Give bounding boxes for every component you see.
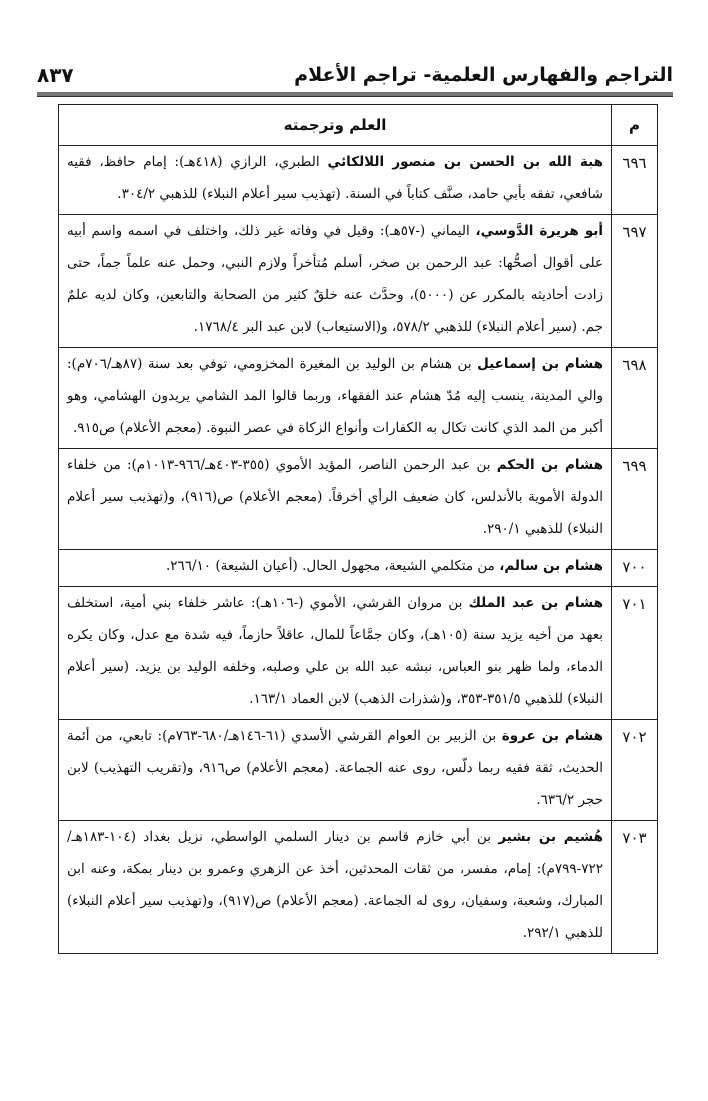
biographies-table <box>58 104 658 954</box>
header-name: العلم وترجمته <box>59 105 612 146</box>
table-row <box>59 348 658 449</box>
entry-text: بن أبي خازم قاسم بن دينار السلمي الواسطي، نزيل بغداد (١٠٤-١٨٣هـ/٧٢٢-٧٩٩م): إمام، مفسر، من ثقات المحدثين، أخذ عن الزهري وعمرو بن دينار بمكة، وعنه ابن المبارك، وشعبة، وسفيان، روى له الجماعة. (معجم الأعلام) ص(٩١٧)، و(تهذيب سير أعلام النبلاء) للذهبي ٢٩٢/١. <box>67 829 604 941</box>
entry-biography <box>59 348 612 449</box>
entry-biography <box>59 215 612 348</box>
entry-biography <box>59 720 612 821</box>
table-row <box>59 146 658 215</box>
entry-biography <box>59 550 612 587</box>
entry-name: هُشيم بن بشير <box>498 829 603 845</box>
entry-name: هشام بن عبد الملك <box>468 595 603 611</box>
entry-number: ٧٠١ <box>612 587 658 720</box>
page-number: ٨٣٧ <box>37 63 74 87</box>
entry-name: هبة الله بن الحسن بن منصور اللالكائي <box>327 154 603 170</box>
table-row <box>59 215 658 348</box>
table-row <box>59 449 658 550</box>
entry-text: اليماني (-٥٧هـ): وقيل في وفاته غير ذلك، واختلف في اسمه واسم أبيه على أقوال أصحُّها: عبد الرحمن بن صخر، أسلم مُتأخراً ولازم النبي، وحمل عنه علماً جماً، حتى زادت أحاديثه بالمكرر عن (٥٠٠٠)، وحدَّث عنه خلقٌ كثير من الصحابة والتابعين، وكان لديه علمٌ جم. (سير أعلام النبلاء) للذهبي ٥٧٨/٢، و(الاستيعاب) لابن عبد البر ١٧٦٨/٤. <box>67 223 603 335</box>
entry-number: ٦٩٧ <box>612 215 658 348</box>
entry-biography <box>59 449 612 550</box>
entry-name: أبو هريرة الدَّوسي، <box>475 223 603 239</box>
running-title: التراجم والفهارس العلمية- تراجم الأعلام <box>294 64 673 86</box>
table-row <box>59 720 658 821</box>
header-number: م <box>612 105 658 146</box>
entry-biography <box>59 821 612 954</box>
entry-name: هشام بن سالم، <box>499 558 603 574</box>
page-header <box>37 58 673 92</box>
entry-name: هشام بن الحكم <box>496 457 604 473</box>
entry-text: بن الزبير بن العوام القرشي الأسدي (٦١-١٤٦هـ/٦٨٠-٧٦٣م): تابعي، من أئمة الحديث، ثقة فقيه ربما دلّس، روى عنه الجماعة. (معجم الأعلام) ص٩١٦، و(تقريب التهذيب) لابن حجر ٦٣٦/٢. <box>67 728 603 808</box>
entry-text: من متكلمي الشيعة، مجهول الحال. (أعيان الشيعة) ٢٦٦/١٠. <box>165 558 495 574</box>
entry-text: بن مروان القرشي، الأموي (-١٠٦هـ): عاشر خلفاء بني أمية، استخلف بعهد من أخيه يزيد سنة (١٠٥هـ)، وكان جمَّاعاً للمال، عاقلاً حازماً، فيه شدة مع عدل، وكان يكره الدماء، ولما ظهر بنو العباس، نبشه عبد الله بن علي وصلبه، وخلفه الوليد بن يزيد. (سير أعلام النبلاء) للذهبي ٣٥١/٥-٣٥٣، و(شذرات الذهب) لابن العماد ١٦٣/١. <box>67 595 603 707</box>
header-rule <box>37 92 673 97</box>
table-header-row <box>59 105 658 146</box>
entry-number: ٧٠٠ <box>612 550 658 587</box>
entry-number: ٧٠٣ <box>612 821 658 954</box>
entry-name: هشام بن عروة <box>501 728 603 744</box>
entry-biography <box>59 146 612 215</box>
entry-number: ٦٩٨ <box>612 348 658 449</box>
entry-number: ٦٩٩ <box>612 449 658 550</box>
entry-name: هشام بن إسماعيل <box>477 356 603 372</box>
entry-text: الطبري، الرازي (٤١٨هـ): إمام حافظ، فقيه شافعي، تفقه بأبي حامد، صنَّف كتاباً في السنة. (تهذيب سير أعلام النبلاء) للذهبي ٣٠٤/٢. <box>67 154 603 202</box>
table-body <box>59 146 658 954</box>
entry-text: بن عبد الرحمن الناصر، المؤيد الأموي (٣٥٥-٤٠٣هـ/٩٦٦-١٠١٣م): من خلفاء الدولة الأموية بالأندلس، كان ضعيف الرأي أخرقاً. (معجم الأعلام) ص(٩١٦)، و(تهذيب سير أعلام النبلاء) للذهبي ٢٩٠/١. <box>67 457 603 537</box>
entry-text: بن هشام بن الوليد بن المغيرة المخزومي، توفي بعد سنة (٨٧هـ/٧٠٦م): والي المدينة، ينسب إليه مُدّ هشام عند الفقهاء، وربما قالوا المد الشامي يريدون الهشامي، وهو أكبر من المد الذي كانت تكال به الكفارات وأنواع الزكاة في عصر النبوة. (معجم الأعلام) ص٩١٥. <box>67 356 603 436</box>
table-row <box>59 587 658 720</box>
entry-number: ٧٠٢ <box>612 720 658 821</box>
table-row <box>59 550 658 587</box>
table-row <box>59 821 658 954</box>
entry-number: ٦٩٦ <box>612 146 658 215</box>
entry-biography <box>59 587 612 720</box>
